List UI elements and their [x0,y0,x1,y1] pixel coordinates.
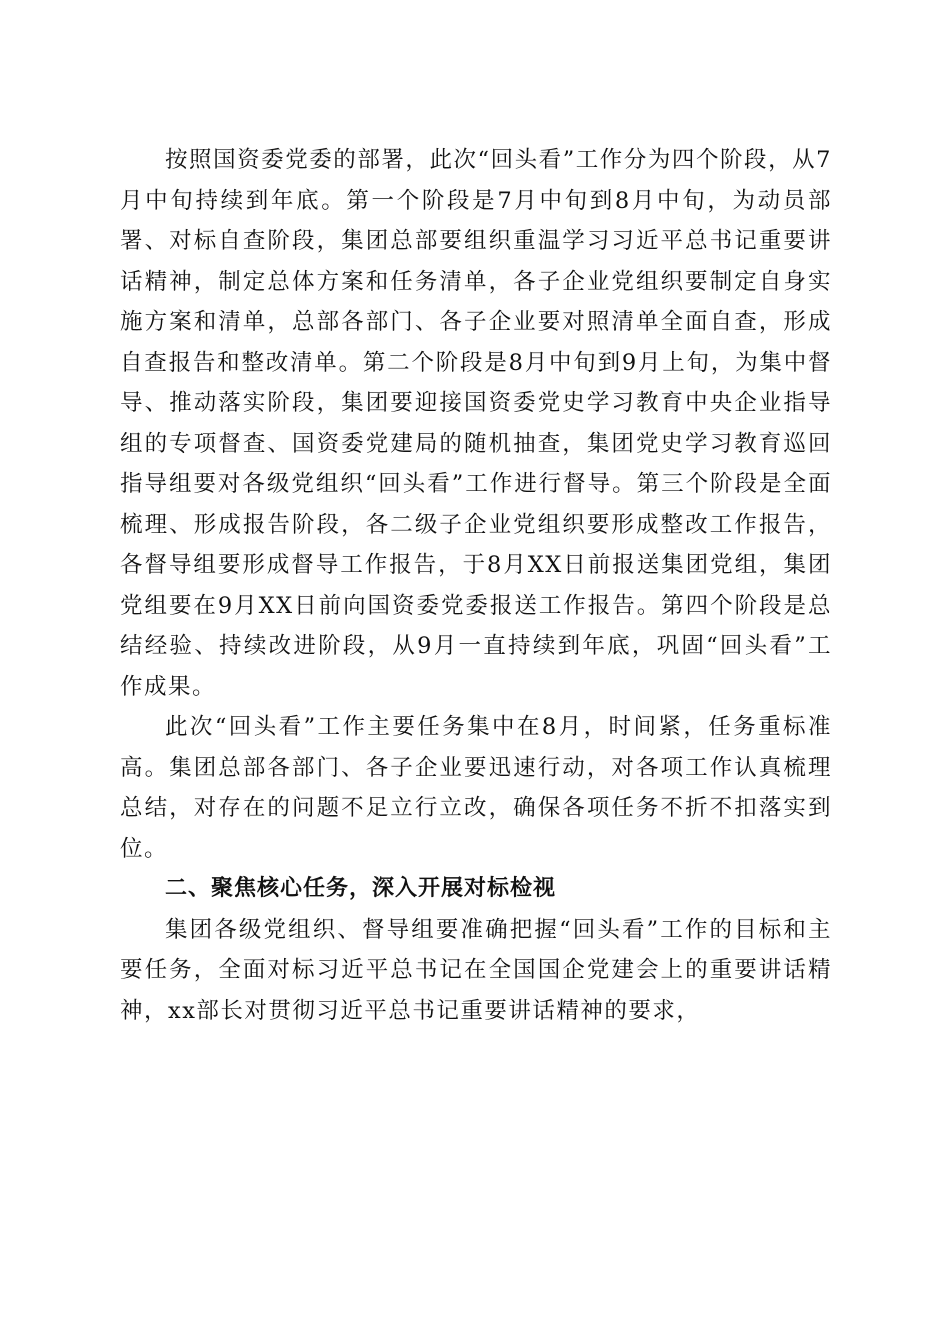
paragraph-tasks: 此次“回头看”工作主要任务集中在8月，时间紧，任务重标准高。集团总部各部门、各子企业要迅速行动，对各项工作认真梳理总结，对存在的问题不足立行立改，确保各项任务不折不扣落实到位。 [120,714,832,862]
paragraph-stages: 按照国资委党委的部署，此次“回头看”工作分为四个阶段，从7月中旬持续到年底。第一个阶段是7月中旬到8月中旬，为动员部署、对标自查阶段，集团总部要组织重温学习习近平总书记重要讲话精神，制定总体方案和任务清单，各子企业党组织要制定自身实施方案和清单，总部各部门、各子企业要对照清单全面自查，形成自查报告和整改清单。第二个阶段是8月中旬到9月上旬，为集中督导、推动落实阶段，集团要迎接国资委党史学习教育中央企业指导组的专项督查、国资委党建局的随机抽查，集团党史学习教育巡回指导组要对各级党组织“回头看”工作进行督导。第三个阶段是全面梳理、形成报告阶段，各二级子企业党组织要形成整改工作报告，各督导组要形成督导工作报告，于8月XX日前报送集团党组，集团党组要在9月XX日前向国资委党委报送工作报告。第四个阶段是总结经验、持续改进阶段，从9月一直持续到年底，巩固“回头看”工作成果。 [120,147,832,700]
paragraph-closing: 集团各级党组织、督导组要准确把握“回头看”工作的目标和主要任务，全面对标习近平总书记在全国国企党建会上的重要讲话精神，xx部长对贯彻习近平总书记重要讲话精神的要求， [120,916,832,1024]
section-heading: 二、聚焦核心任务，深入开展对标检视 [165,876,557,901]
document-body [120,140,832,1031]
